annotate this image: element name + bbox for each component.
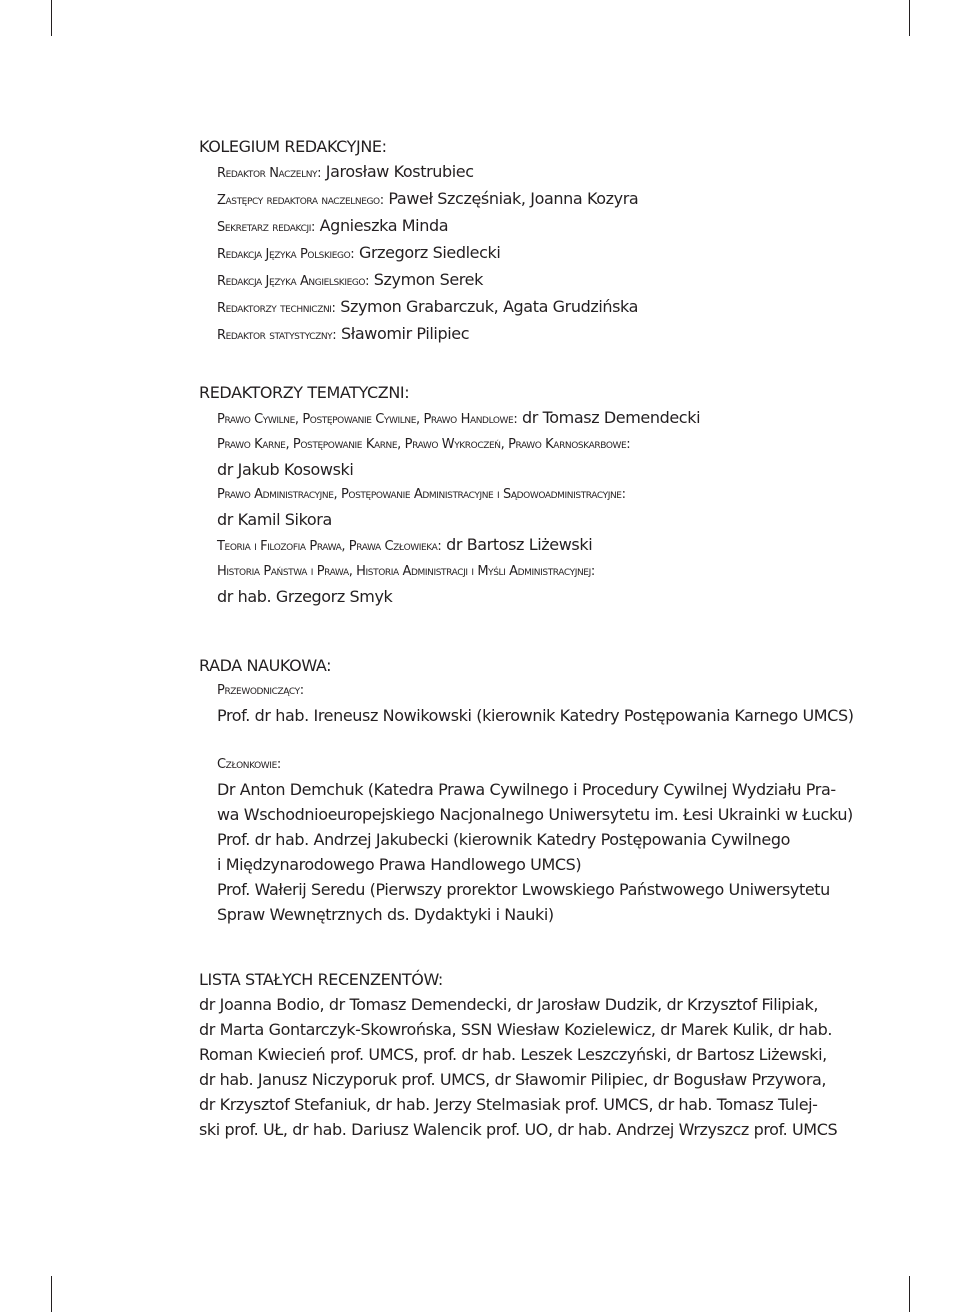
member-line: i Międzynarodowego Prawa Handlowego UMCS): [217, 855, 582, 874]
scientific-council-section: [199, 653, 854, 927]
thematic-role: Prawo Administracyjne, Postępowanie Administracyjne i Sądowoadministracyjne:: [217, 487, 626, 502]
members-label: Członkowie:: [217, 757, 281, 772]
editorial-board-section: [199, 134, 829, 348]
thematic-editors-section: [199, 380, 829, 609]
section-title: KOLEGIUM REDAKCYJNE:: [199, 137, 387, 156]
reviewers-line: ski prof. UŁ, dr hab. Dariusz Walencik prof. UO, dr hab. Andrzej Wrzyszcz prof. UMCS: [199, 1120, 838, 1139]
member-line: Spraw Wewnętrznych ds. Dydaktyki i Nauki): [217, 905, 554, 924]
thematic-name: dr Kamil Sikora: [217, 510, 332, 529]
reviewers-line: dr hab. Janusz Niczyporuk prof. UMCS, dr Sławomir Pilipiec, dr Bogusław Przywora,: [199, 1070, 827, 1089]
section-title: REDAKTORZY TEMATYCZNI:: [199, 383, 410, 402]
thematic-role: Historia Państwa i Prawa, Historia Administracji i Myśli Administracyjnej:: [217, 564, 595, 579]
page-content: [199, 134, 854, 1142]
member-line: Dr Anton Demchuk (Katedra Prawa Cywilnego i Procedury Cywilnej Wydziału Pra-: [217, 780, 836, 799]
board-row: Redaktorzy techniczni: Szymon Grabarczuk, Agata Grudzińska: [217, 297, 639, 316]
crop-mark-bottom-right: [909, 1276, 910, 1312]
member-line: Prof. dr hab. Andrzej Jakubecki (kierownik Katedry Postępowania Cywilnego: [217, 830, 790, 849]
reviewers-line: Roman Kwiecień prof. UMCS, prof. dr hab. Leszek Leszczyński, dr Bartosz Liżewski,: [199, 1045, 827, 1064]
board-row: Redakcja Języka Angielskiego: Szymon Serek: [217, 270, 483, 289]
reviewers-section: [199, 967, 838, 1142]
crop-mark-top-right: [909, 0, 910, 36]
board-row: Sekretarz redakcji: Agnieszka Minda: [217, 216, 449, 235]
board-row: Zastępcy redaktora naczelnego: Paweł Szczęśniak, Joanna Kozyra: [217, 189, 639, 208]
reviewers-line: dr Krzysztof Stefaniuk, dr hab. Jerzy Stelmasiak prof. UMCS, dr hab. Tomasz Tulej-: [199, 1095, 818, 1114]
thematic-name: dr hab. Grzegorz Smyk: [217, 587, 393, 606]
reviewers-line: dr Joanna Bodio, dr Tomasz Demendecki, dr Jarosław Dudzik, dr Krzysztof Filipiak,: [199, 995, 819, 1014]
section-title: LISTA STAŁYCH RECENZENTÓW:: [199, 970, 443, 989]
crop-mark-bottom-left: [51, 1276, 52, 1312]
board-row: Redaktor Naczelny: Jarosław Kostrubiec: [217, 162, 474, 181]
chair-label: Przewodniczący:: [217, 683, 304, 698]
reviewers-line: dr Marta Gontarczyk-Skowrońska, SSN Wiesław Kozielewicz, dr Marek Kulik, dr hab.: [199, 1020, 833, 1039]
member-line: wa Wschodnioeuropejskiego Nacjonalnego Uniwersytetu im. Łesi Ukrainki w Łucku): [217, 805, 853, 824]
member-line: Prof. Wałerij Seredu (Pierwszy prorektor Lwowskiego Państwowego Uniwersytetu: [217, 880, 830, 899]
crop-mark-top-left: [51, 0, 52, 36]
section-title: RADA NAUKOWA:: [199, 656, 332, 675]
thematic-row: Teoria i Filozofia Prawa, Prawa Człowieka: dr Bartosz Liżewski: [217, 535, 593, 554]
thematic-row: Prawo Cywilne, Postępowanie Cywilne, Prawo Handlowe: dr Tomasz Demendecki: [217, 408, 701, 427]
chair-name: Prof. dr hab. Ireneusz Nowikowski (kierownik Katedry Postępowania Karnego UMCS): [217, 706, 854, 725]
thematic-role: Prawo Karne, Postępowanie Karne, Prawo Wykroczeń, Prawo Karnoskarbowe:: [217, 437, 631, 452]
board-row: Redakcja Języka Polskiego: Grzegorz Siedlecki: [217, 243, 501, 262]
board-row: Redaktor statystyczny: Sławomir Pilipiec: [217, 324, 470, 343]
thematic-name: dr Jakub Kosowski: [217, 460, 354, 479]
